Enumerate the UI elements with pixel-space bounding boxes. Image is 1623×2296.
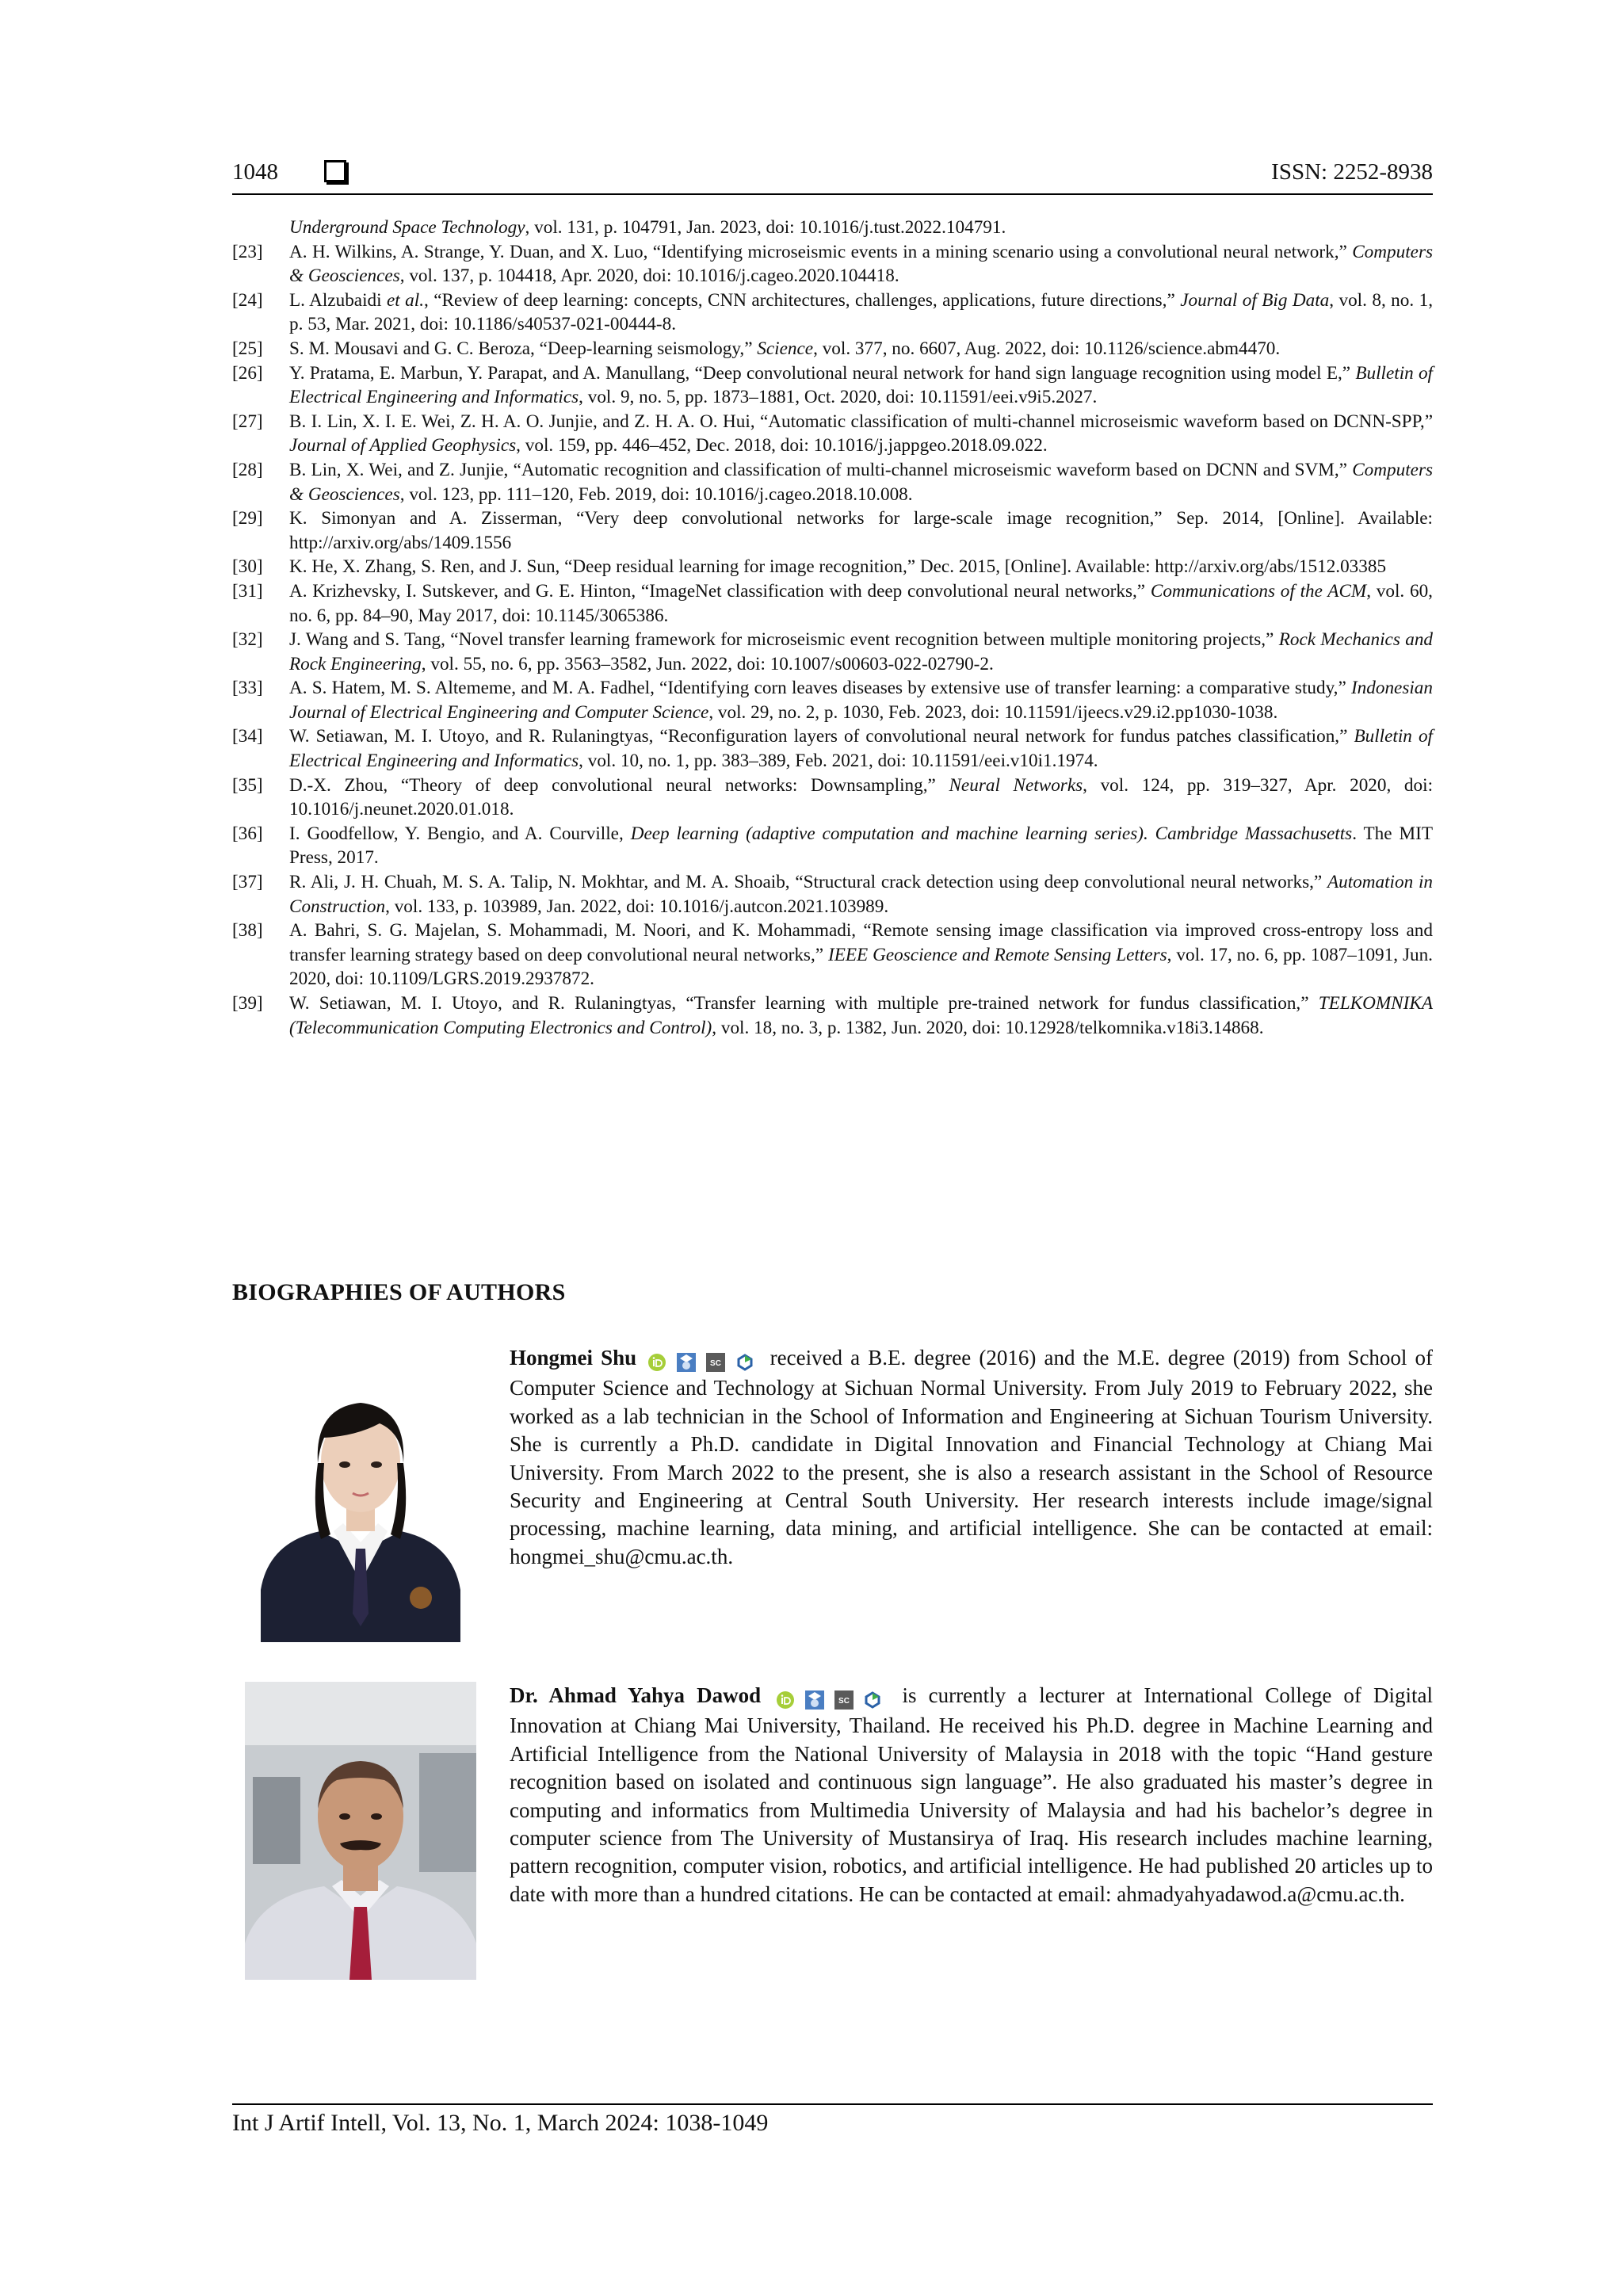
author-bio-2-body: is currently a lecturer at International College of Digital Innovation at Chiang Mai University, Thailand. He received his Ph.D. degree in Machine Learning and Artificial Intelligence from the National University of Malaysia in 2018 with the topic “Hand gesture recognition based on isolated and continuous sign language”. He also graduated his master’s degree in computing and informatics from Multimedia University of Malaysia and had his bachelor’s degree in computer science from The University of Mustansirya of Iraq. His research includes machine learning, pattern recognition, computer vision, robotics, and artificial intelligence. He had published 20 articles up to date with more than a hundred citations. He can be contacted at email: ahmadyahyadawod.a@cmu.ac.th.: [510, 1683, 1434, 1906]
reference-item: [232, 870, 1433, 919]
reference-number: [27]: [232, 411, 263, 432]
reference-item: [232, 240, 1433, 288]
reference-venue: Underground Space Technology: [289, 217, 525, 238]
scopus-label: SC: [838, 1696, 850, 1706]
reference-number: [33]: [232, 678, 263, 699]
publons-icon[interactable]: [863, 1690, 882, 1710]
reference-number: [39]: [232, 993, 263, 1014]
google-scholar-icon[interactable]: [677, 1353, 696, 1372]
reference-item: [232, 337, 1433, 361]
reference-venue: et al.: [387, 289, 425, 311]
reference-text: , vol. 131, p. 104791, Jan. 2023, doi: 10.1016/j.tust.2022.104791.: [525, 217, 1006, 238]
reference-number: [37]: [232, 872, 263, 893]
reference-venue: Science: [757, 338, 814, 359]
reference-text: Y. Pratama, E. Marbun, Y. Parapat, and A. Manullang, “Deep convolutional neural network for hand sign language recognition using model E,”: [289, 362, 1356, 384]
author-name-1: Hongmei Shu: [510, 1346, 637, 1370]
reference-text: D.-X. Zhou, “Theory of deep convolutional neural networks: Downsampling,”: [289, 774, 949, 796]
reference-item: [232, 724, 1433, 773]
scopus-icon[interactable]: [834, 1690, 854, 1710]
reference-text: B. I. Lin, X. I. E. Wei, Z. H. A. O. Junjie, and Z. H. A. O. Hui, “Automatic classification of multi-channel microseismic waveform based on DCNN-SPP,”: [289, 411, 1433, 432]
reference-text: , vol. 124, pp. 319–327, Apr. 2020, doi: 10.1016/j.neunet.2020.01.018.: [289, 774, 1434, 820]
reference-number: [38]: [232, 920, 263, 942]
reference-list: [232, 216, 1433, 1040]
scopus-icon[interactable]: [706, 1353, 725, 1372]
reference-text: A. H. Wilkins, A. Strange, Y. Duan, and X. Luo, “Identifying microseismic events in a mining scenario using a convolutional neural network,”: [289, 241, 1353, 262]
orcid-icon[interactable]: [776, 1690, 795, 1710]
reference-number: [35]: [232, 774, 263, 796]
reference-number: [25]: [232, 338, 263, 359]
reference-text: , vol. 8, no. 1, p. 53, Mar. 2021, doi: 10.1186/s40537-021-00444-8.: [289, 289, 1433, 335]
reference-item: [232, 676, 1433, 724]
reference-text: S. M. Mousavi and G. C. Beroza, “Deep-learning seismology,”: [289, 338, 758, 359]
reference-number: [24]: [232, 289, 263, 311]
reference-item: [232, 579, 1433, 628]
reference-text: , vol. 18, no. 3, p. 1382, Jun. 2020, doi: 10.12928/telkomnika.v18i3.14868.: [712, 1017, 1264, 1038]
reference-venue: Neural Networks: [949, 774, 1083, 796]
reference-text: I. Goodfellow, Y. Bengio, and A. Courville,: [289, 823, 631, 844]
reference-text: R. Ali, J. H. Chuah, M. S. A. Talip, N. Mokhtar, and M. A. Shoaib, “Structural crack detection using deep convolutional neural networks,”: [289, 872, 1327, 893]
reference-item: [232, 410, 1433, 458]
google-scholar-icon[interactable]: [805, 1690, 824, 1710]
reference-venue: IEEE Geoscience and Remote Sensing Letters: [827, 944, 1167, 965]
author-bio-1-body: received a B.E. degree (2016) and the M.E. degree (2019) from School of Computer Science and Technology at Sichuan Normal University. From July 2019 to February 2022, she worked as a lab technician in the School of Information and Engineering at Sichuan Tourism University. She is currently a Ph.D. candidate in Digital Innovation and Financial Technology at Chiang Mai University. From March 2022 to the present, she is also a research assistant in the School of Resource Security and Engineering at Central South University. Her research interests include image/signal processing, machine learning, data mining, and artificial intelligence. She can be contacted at email: hongmei_shu@cmu.ac.th.: [510, 1346, 1434, 1568]
reference-item: [232, 555, 1433, 579]
reference-number: [32]: [232, 629, 263, 651]
reference-text: A. Bahri, S. G. Majelan, S. Mohammadi, M. Noori, and K. Mohammadi, “Remote sensing image classification via improved cross-entropy loss and transfer learning strategy based on deep convolutional neural networks,”: [289, 920, 1433, 965]
author-name-2: Dr. Ahmad Yahya Dawod: [510, 1683, 762, 1707]
author-bio-text-1: [510, 1344, 1433, 1571]
reference-text: , vol. 133, p. 103989, Jan. 2022, doi: 10.1016/j.autcon.2021.103989.: [385, 896, 889, 917]
profile-icons-2: [776, 1684, 887, 1712]
issn-label: ISSN: 2252-8938: [1271, 159, 1433, 185]
reference-text: B. Lin, X. Wei, and Z. Junjie, “Automatic recognition and classification of multi-channel microseismic waveform based on DCNN and SVM,”: [289, 459, 1353, 480]
reference-number: [36]: [232, 823, 263, 844]
reference-item: [232, 288, 1433, 337]
reference-text: , vol. 123, pp. 111–120, Feb. 2019, doi: 10.1016/j.cageo.2018.10.008.: [399, 483, 913, 505]
reference-item: [232, 458, 1433, 506]
orcid-icon[interactable]: [647, 1353, 666, 1372]
reference-text: , vol. 29, no. 2, p. 1030, Feb. 2023, doi: 10.11591/ijeecs.v29.i2.pp1030-1038.: [708, 701, 1278, 723]
reference-text: , vol. 17, no. 6, pp. 1087–1091, Jun. 2020, doi: 10.1109/LGRS.2019.2937872.: [289, 944, 1433, 990]
reference-venue: Bulletin of Electrical Engineering and Informatics: [289, 726, 1433, 772]
reference-venue: Bulletin of Electrical Engineering and Informatics: [289, 362, 1433, 408]
author-bio-text-2: [510, 1682, 1433, 1908]
reference-venue: Indonesian Journal of Electrical Engineering and Computer Science: [289, 678, 1433, 723]
reference-text: , “Review of deep learning: concepts, CNN architectures, challenges, applications, future directions,”: [424, 289, 1181, 311]
footer-citation: Int J Artif Intell, Vol. 13, No. 1, March 2024: 1038-1049: [232, 2110, 769, 2136]
reference-venue: Deep learning (adaptive computation and machine learning series). Cambridge Massachusetts: [630, 823, 1353, 844]
checkbox-square-icon: [324, 160, 346, 182]
reference-text: , vol. 55, no. 6, pp. 3563–3582, Jun. 2022, doi: 10.1007/s00603-022-02790-2.: [421, 653, 994, 674]
reference-text: , vol. 10, no. 1, pp. 383–389, Feb. 2021, doi: 10.11591/eei.v10i1.1974.: [579, 751, 1098, 772]
reference-text: K. He, X. Zhang, S. Ren, and J. Sun, “Deep residual learning for image recognition,” Dec. 2015, [Online]. Available: http://arxiv.org/abs/1512.03385: [289, 556, 1387, 578]
reference-venue: Automation in Construction: [289, 872, 1433, 917]
reference-text: W. Setiawan, M. I. Utoyo, and R. Rulaningtyas, “Reconfiguration layers of convolutional neural network for fundus patches classification,”: [289, 726, 1354, 747]
reference-number: [28]: [232, 459, 263, 480]
publons-icon[interactable]: [735, 1353, 754, 1372]
reference-text: , vol. 377, no. 6607, Aug. 2022, doi: 10.1126/science.abm4470.: [813, 338, 1281, 359]
reference-venue: Communications of the ACM: [1150, 580, 1367, 602]
reference-text: L. Alzubaidi: [289, 289, 387, 311]
reference-text: J. Wang and S. Tang, “Novel transfer learning framework for microseismic event recognition between multiple monitoring projects,”: [289, 629, 1279, 651]
reference-venue: Journal of Big Data: [1180, 289, 1330, 311]
author-photo-1: [245, 1344, 476, 1642]
author-photo-2: [245, 1682, 476, 1980]
scopus-label: SC: [709, 1358, 721, 1368]
reference-text: K. Simonyan and A. Zisserman, “Very deep convolutional networks for large-scale image recognition,” Sep. 2014, [Online]. Available: http://arxiv.org/abs/1409.1556: [289, 508, 1433, 553]
reference-item: [232, 991, 1433, 1040]
reference-text: , vol. 137, p. 104418, Apr. 2020, doi: 10.1016/j.cageo.2020.104418.: [399, 266, 899, 287]
reference-item: [232, 919, 1433, 991]
reference-number: [23]: [232, 241, 263, 262]
reference-number: [34]: [232, 726, 263, 747]
reference-item: [232, 628, 1433, 676]
reference-venue: Computers & Geosciences: [289, 241, 1433, 287]
reference-number: [30]: [232, 556, 263, 578]
reference-venue: TELKOMNIKA (Telecommunication Computing Electronics and Control): [289, 993, 1433, 1038]
reference-text: W. Setiawan, M. I. Utoyo, and R. Rulaningtyas, “Transfer learning with multiple pre-trained network for fundus classification,”: [289, 993, 1319, 1014]
reference-number: [26]: [232, 362, 263, 384]
reference-number: [31]: [232, 580, 263, 602]
page-header: [232, 151, 1433, 195]
reference-text: , vol. 60, no. 6, pp. 84–90, May 2017, doi: 10.1145/3065386.: [289, 580, 1433, 626]
biographies-heading: BIOGRAPHIES OF AUTHORS: [232, 1279, 566, 1305]
reference-item: [232, 822, 1433, 870]
reference-item: [232, 774, 1433, 822]
reference-item: [232, 361, 1433, 410]
reference-text: A. S. Hatem, M. S. Altememe, and M. A. Fadhel, “Identifying corn leaves diseases by extensive use of transfer learning: a comparative study,”: [289, 678, 1351, 699]
reference-item: [232, 506, 1433, 555]
reference-number: [29]: [232, 508, 263, 529]
reference-venue: Rock Mechanics and Rock Engineering: [289, 629, 1434, 674]
reference-text: , vol. 9, no. 5, pp. 1873–1881, Oct. 2020, doi: 10.11591/eei.v9i5.2027.: [579, 387, 1098, 408]
reference-text: , vol. 159, pp. 446–452, Dec. 2018, doi: 10.1016/j.jappgeo.2018.09.022.: [516, 435, 1048, 457]
profile-icons-1: [647, 1347, 758, 1374]
reference-text: . The MIT Press, 2017.: [289, 823, 1433, 869]
reference-item: [232, 216, 1433, 240]
reference-venue: Journal of Applied Geophysics: [289, 435, 517, 457]
reference-venue: Computers & Geosciences: [289, 459, 1433, 505]
page-number: 1048: [232, 159, 278, 185]
reference-text: A. Krizhevsky, I. Sutskever, and G. E. Hinton, “ImageNet classification with deep convolutional neural networks,”: [289, 580, 1151, 602]
page-footer: [232, 2103, 1433, 2137]
